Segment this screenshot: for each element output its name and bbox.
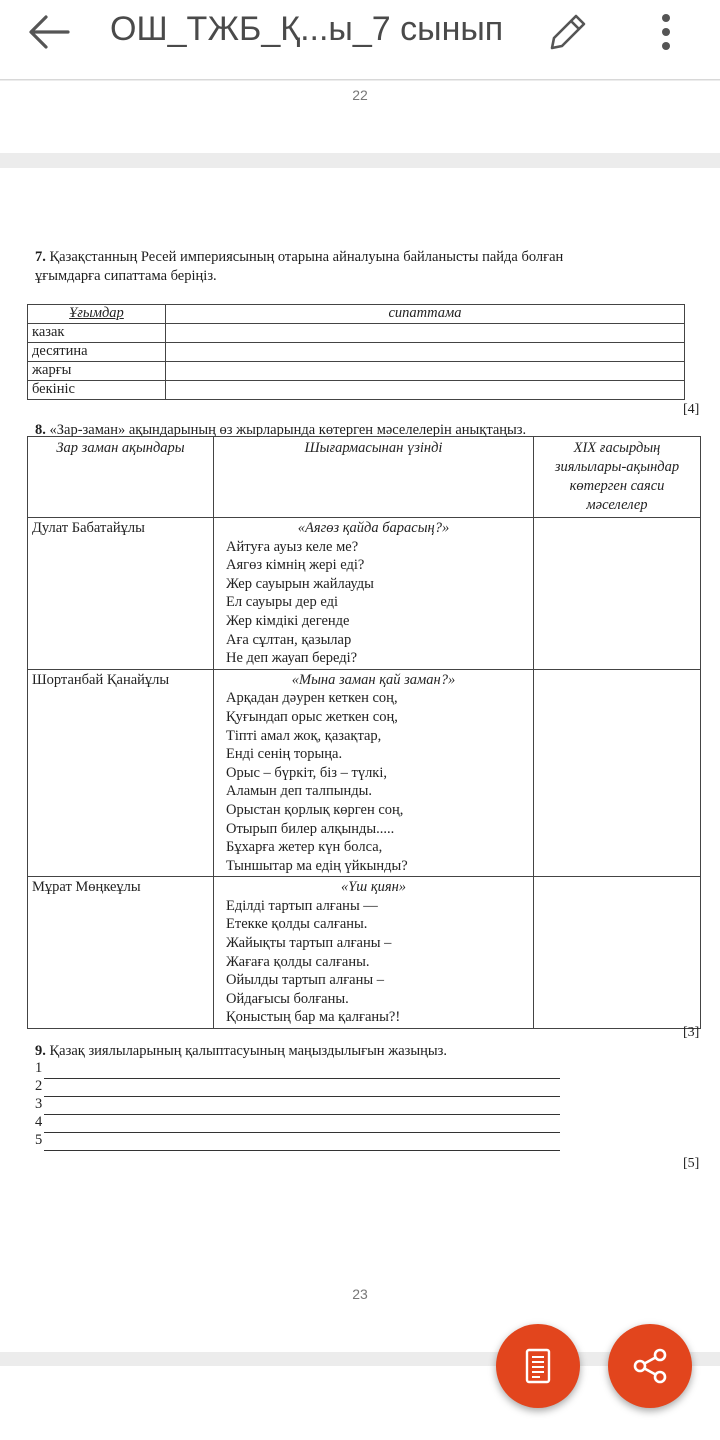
document-icon	[518, 1346, 558, 1386]
edit-button[interactable]	[544, 8, 592, 56]
question-7-mark: [4]	[683, 402, 700, 417]
line-number: 3	[35, 1096, 43, 1112]
issues-header-line: зиялылары-ақындар	[554, 459, 680, 475]
poet-cell: Дулат Бабатайұлы	[28, 518, 214, 670]
description-cell[interactable]	[166, 381, 685, 400]
more-options-button[interactable]	[646, 8, 686, 56]
excerpt-cell	[214, 518, 534, 670]
poem-lines	[218, 689, 529, 875]
issues-header-line: мәселелер	[586, 497, 648, 513]
poem-line: Жер кімдікі дегенде	[226, 612, 350, 629]
answer-line[interactable]	[35, 1060, 560, 1079]
back-button[interactable]	[22, 8, 78, 56]
page-number-23: 23	[352, 1286, 368, 1302]
share-fab[interactable]	[608, 1324, 692, 1408]
line-number: 2	[35, 1078, 43, 1094]
question-7-line2: ұғымдарға сипаттама беріңіз.	[35, 268, 217, 284]
poem-line: Орыстан қорлық көрген соң,	[226, 801, 404, 818]
poem-line: Орыс – бүркіт, біз – түлкі,	[226, 764, 388, 781]
share-icon	[630, 1346, 670, 1386]
previous-page-bottom	[0, 81, 720, 153]
answer-line[interactable]	[35, 1114, 560, 1133]
poem-line: Аягөз кімнің жері еді?	[226, 557, 365, 574]
poem-line: Ойдағысы болғаны.	[226, 990, 349, 1007]
line-number: 4	[35, 1114, 43, 1130]
poem-title: «Мына заман қай заман?»	[291, 671, 456, 688]
poets-table	[27, 436, 701, 1029]
poem-line: Аға сұлтан, қазылар	[226, 631, 352, 648]
question-8-mark: [3]	[683, 1025, 700, 1040]
poem-line: Етекке қолды салғаны.	[226, 916, 368, 933]
question-9-mark: [5]	[683, 1156, 700, 1171]
poem-line: Аламын деп талпынды.	[226, 783, 372, 800]
pencil-icon	[544, 8, 592, 56]
question-7-text	[35, 248, 695, 286]
term-cell: десятина	[28, 343, 166, 362]
app-bar	[0, 0, 720, 80]
poet-cell: Шортанбай Қанайұлы	[28, 669, 214, 877]
poem-line: Енді сенің торыңа.	[226, 746, 343, 763]
poem-title: «Үш қиян»	[340, 879, 407, 896]
poem-line: Тіпті амал жоқ, қазақтар,	[226, 727, 382, 744]
term-cell: жарғы	[28, 362, 166, 381]
concepts-header: Ұғымдар	[28, 305, 166, 324]
description-cell[interactable]	[166, 362, 685, 381]
description-cell[interactable]	[166, 343, 685, 362]
description-header: сипаттама	[166, 305, 685, 324]
line-number: 1	[35, 1060, 43, 1076]
poem-line: Жағаға қолды салғаны.	[226, 953, 370, 970]
poem-line: Тыншытар ма едің үйкынды?	[226, 857, 408, 874]
term-cell: казак	[28, 324, 166, 343]
term-cell: бекініс	[28, 381, 166, 400]
poem-line: Ойылды тартып алғаны –	[226, 972, 384, 989]
table-row	[28, 362, 685, 381]
poem-title: «Аягөз қайда барасың?»	[297, 520, 450, 536]
table-row	[28, 518, 701, 670]
question-9-line: Қазақ зиялыларының қалыптасуының маңыздылығын жазыңыз.	[49, 1043, 447, 1059]
poem-line: Жайықты тартып алғаны –	[226, 935, 392, 952]
question-9-text	[35, 1042, 695, 1061]
poem-line: Ел сауыры дер еді	[226, 594, 338, 611]
poet-cell: Мұрат Мөңкеұлы	[28, 877, 214, 1029]
more-vert-icon	[646, 8, 686, 56]
table-row	[28, 669, 701, 877]
poem-line: Қуғындап орыс жеткен соң,	[226, 708, 398, 725]
question-7-line1: Қазақстанның Ресей империясының отарына айналуына байланысты пайда болған	[49, 249, 564, 265]
issues-header	[534, 437, 701, 518]
table-row	[28, 877, 701, 1029]
issues-cell[interactable]	[534, 877, 701, 1029]
table-row	[28, 381, 685, 400]
issues-header-line: XIX ғасырдың	[573, 440, 661, 456]
issues-cell[interactable]	[534, 518, 701, 670]
question-9-number: 9.	[35, 1043, 46, 1059]
description-cell[interactable]	[166, 324, 685, 343]
poem-line: Бұхарға жетер күн болса,	[226, 839, 383, 856]
poem-lines	[218, 897, 529, 1027]
issues-header-line: көтерген саяси	[569, 478, 665, 494]
answer-line[interactable]	[35, 1096, 560, 1115]
poem-line: Еділді тартып алғаны —	[226, 897, 378, 914]
poem-line: Отырып билер алқынды.....	[226, 820, 395, 837]
excerpt-cell	[214, 877, 534, 1029]
poets-header: Зар заман ақындары	[28, 437, 214, 518]
document-fab[interactable]	[496, 1324, 580, 1408]
document-page	[0, 168, 720, 1352]
excerpt-header: Шығармасынан үзінді	[214, 437, 534, 518]
poem-line: Не деп жауап береді?	[226, 650, 358, 667]
line-number: 5	[35, 1132, 43, 1148]
poem-line: Қоныстың бар ма қалғаны?!	[226, 1009, 401, 1026]
poem-lines	[218, 538, 529, 668]
arrow-left-icon	[22, 8, 78, 56]
document-title: ОШ_ТЖБ_Қ...ы_7 сынып	[110, 10, 504, 48]
question-7-number: 7.	[35, 249, 46, 265]
answer-lines	[35, 1061, 560, 1151]
table-row	[28, 343, 685, 362]
poem-line: Арқадан дәурен кеткен соң,	[226, 690, 398, 707]
page-number-22: 22	[352, 87, 368, 103]
poem-line: Жер сауырын жайлауды	[226, 575, 374, 592]
issues-cell[interactable]	[534, 669, 701, 877]
poem-line: Айтуға ауыз келе ме?	[226, 538, 359, 555]
answer-line[interactable]	[35, 1132, 560, 1151]
answer-line[interactable]	[35, 1078, 560, 1097]
concepts-table	[27, 304, 685, 400]
excerpt-cell	[214, 669, 534, 877]
question-8-line: «Зар-заман» ақындарының өз жырларында көтерген мәселелерін анықтаңыз.	[49, 422, 527, 438]
table-row	[28, 324, 685, 343]
question-8-number: 8.	[35, 422, 46, 438]
